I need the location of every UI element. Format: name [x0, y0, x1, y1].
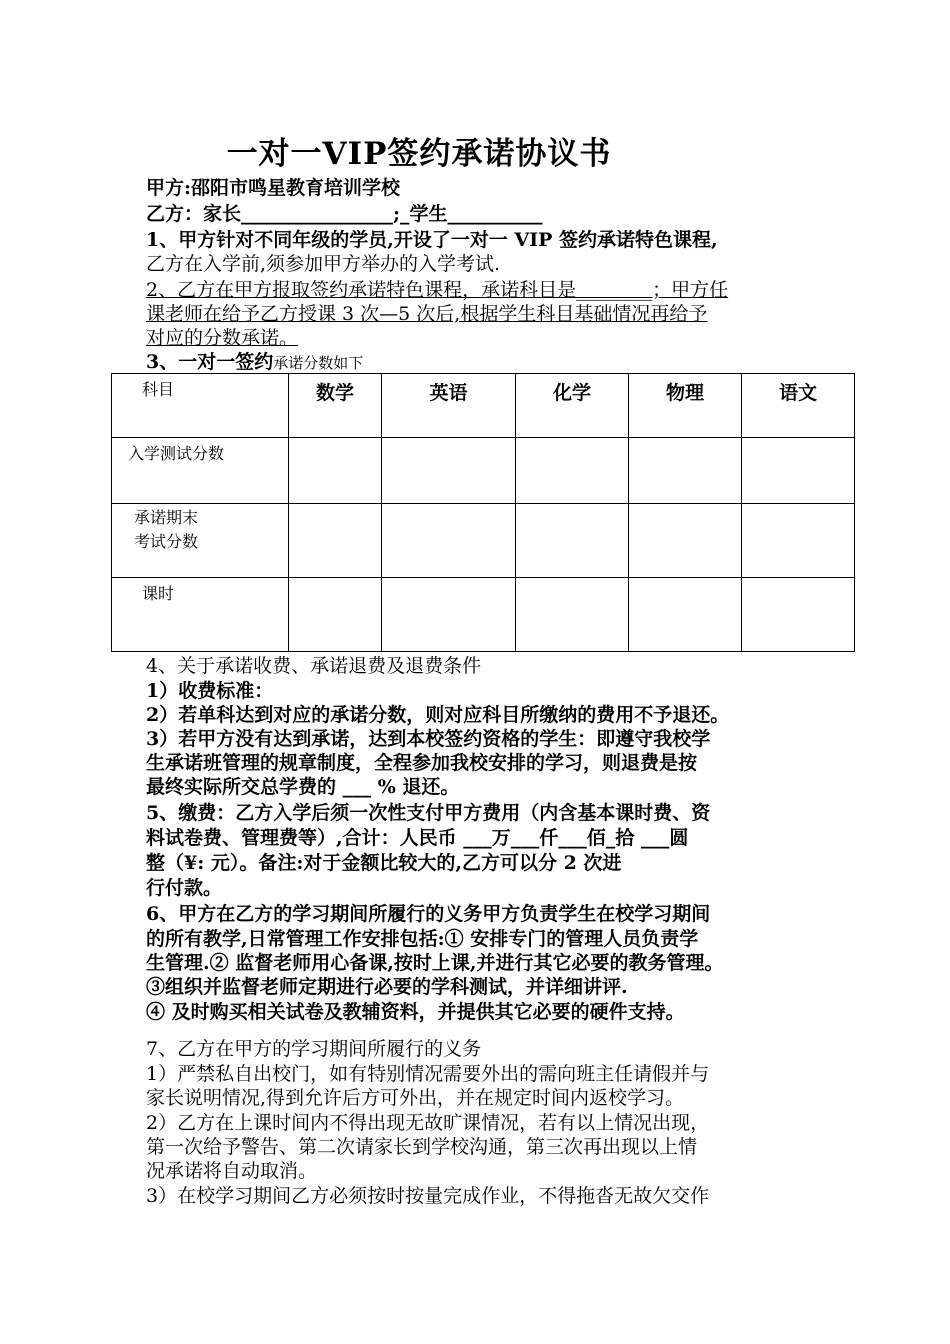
clause2-line2: 课老师在给予乙方授课 3 次—5 次后,根据学生科目基础情况再给予 — [146, 303, 708, 325]
clause5-line1: 5、缴费：乙方入学后须一次性支付甲方费用（内含基本课时费、资 — [146, 802, 711, 824]
subject-chemistry: 化学 — [516, 374, 629, 438]
table-cell — [629, 578, 742, 652]
row-promise-score — [112, 504, 289, 578]
table-row — [112, 374, 855, 438]
clause6-line4: ③组织并监督老师定期进行必要的学科测试，并详细讲评. — [146, 976, 628, 998]
party-b-prefix: 乙方：家长 — [146, 203, 242, 225]
clause7-item2-line2: 第一次给予警告、第二次请家长到学校沟通，第三次再出现以上情 — [146, 1136, 698, 1158]
clause6-line2: 的所有教学,日常管理工作安排包括:① 安排专门的管理人员负责学 — [146, 928, 699, 950]
clause7-item1-line1: 1）严禁私自出校门，如有特别情况需要外出的需向班主任请假并与 — [146, 1063, 710, 1085]
table-row — [112, 504, 855, 578]
parent-blank: ________________ — [241, 203, 394, 225]
clause6-line5: ④ 及时购买相关试卷及教辅资料，并提供其它必要的硬件支持。 — [146, 1001, 685, 1023]
party-a: 甲方:邵阳市鸣星教育培训学校 — [146, 177, 401, 199]
clause7-item3-line1: 3）在校学习期间乙方必须按时按量完成作业，不得拖沓无故欠交作 — [146, 1185, 710, 1207]
subject-english: 英语 — [382, 374, 516, 438]
clause5-line4: 行付款。 — [146, 877, 223, 899]
table-cell — [382, 578, 516, 652]
row-promise-line2: 考试分数 — [134, 532, 199, 551]
subject-chinese: 语文 — [742, 374, 855, 438]
clause3-main: 3、一对一签约 — [146, 351, 274, 373]
clause5-line3: 整（¥: 元）。备注:对于金额比较大的,乙方可以分 2 次进 — [146, 852, 622, 874]
table-cell — [382, 438, 516, 504]
table-cell — [742, 438, 855, 504]
table-cell — [516, 578, 629, 652]
clause6-line3: 生管理.② 监督老师用心备课,按时上课,并进行其它必要的教务管理。 — [146, 952, 724, 974]
clause3-heading — [146, 350, 363, 375]
clause1-line2: 乙方在入学前,须参加甲方举办的入学考试. — [146, 253, 501, 275]
table-row — [112, 438, 855, 504]
clause2-line3: 对应的分数承诺。 — [146, 327, 299, 349]
clause7-item2-line1: 2）乙方在上课时间内不得出现无故旷课情况，若有以上情况出现， — [146, 1112, 710, 1134]
table-cell — [629, 504, 742, 578]
table-cell — [516, 438, 629, 504]
clause4-item3-line1: 3）若甲方没有达到承诺，达到本校签约资格的学生：即遵守我校学 — [146, 728, 711, 750]
score-table — [111, 373, 855, 652]
clause7-title: 7、乙方在甲方的学习期间所履行的义务 — [146, 1038, 482, 1060]
table-cell — [289, 578, 382, 652]
table-row — [112, 578, 855, 652]
row-promise-line1: 承诺期末 — [134, 508, 199, 527]
subject-math: 数学 — [289, 374, 382, 438]
table-cell — [629, 438, 742, 504]
table-cell — [516, 504, 629, 578]
table-cell — [382, 504, 516, 578]
clause4-item3-line2: 生承诺班管理的规章制度，全程参加我校安排的学习，则退费是按 — [146, 752, 698, 774]
clause1-line1: 1、甲方针对不同年级的学员,开设了一对一 VIP 签约承诺特色课程, — [146, 229, 718, 251]
row-hours: 课时 — [112, 578, 289, 652]
clause4-item2: 2）若单科达到对应的承诺分数，则对应科目所缴纳的费用不予退还。 — [146, 704, 730, 726]
clause4-item1: 1）收费标准： — [146, 680, 274, 702]
clause4-title: 4、关于承诺收费、承诺退费及退费条件 — [146, 655, 482, 677]
table-corner-cell: 科目 — [112, 374, 289, 438]
clause2-line1: 2、乙方在甲方报取签约承诺特色课程，承诺科目是________；甲方任 — [146, 279, 729, 301]
table-cell — [289, 504, 382, 578]
clause7-item1-line2: 家长说明情况,得到允许后方可外出，并在规定时间内返校学习。 — [146, 1087, 685, 1109]
clause4-item3-line3: 最终实际所交总学费的 ___ % 退还。 — [146, 776, 460, 798]
clause3-small: 承诺分数如下 — [273, 354, 364, 372]
clause7-item2-line3: 况承诺将自动取消。 — [146, 1160, 318, 1182]
document-title: 一对一VIP签约承诺协议书 — [226, 136, 612, 172]
table-cell — [742, 578, 855, 652]
row-entrance-score: 入学测试分数 — [112, 438, 289, 504]
table-cell — [289, 438, 382, 504]
clause6-line1: 6、甲方在乙方的学习期间所履行的义务甲方负责学生在校学习期间 — [146, 903, 711, 925]
party-b — [146, 202, 543, 226]
subject-physics: 物理 — [629, 374, 742, 438]
clause5-line2: 料试卷费、管理费等）,合计：人民币 ___万___仟___佰_拾 ___圆 — [146, 827, 689, 849]
table-cell — [742, 504, 855, 578]
party-b-sep: ;_学生 — [393, 203, 448, 225]
student-blank: __________ — [447, 203, 543, 225]
